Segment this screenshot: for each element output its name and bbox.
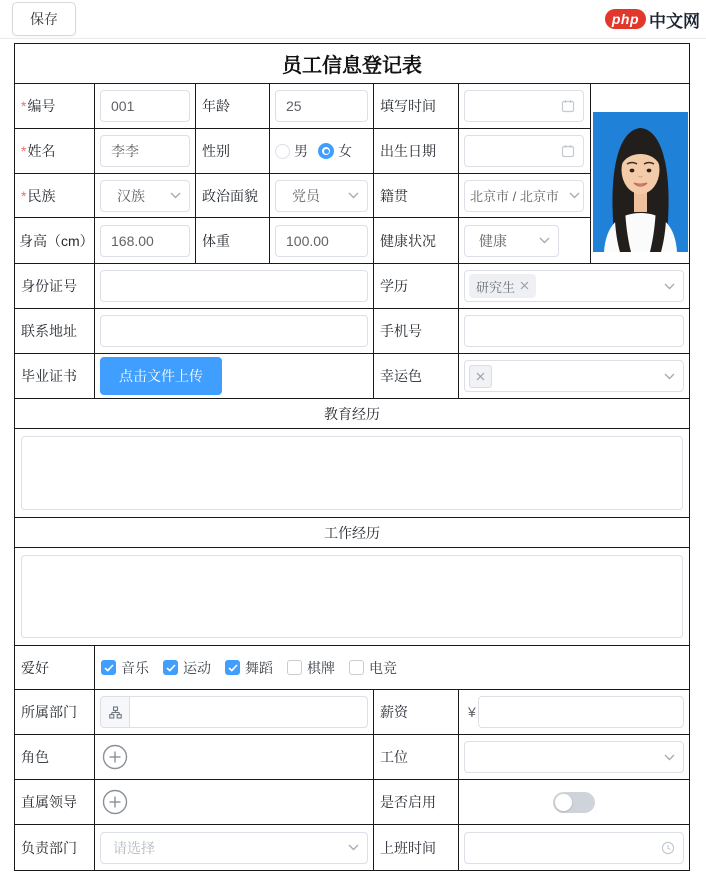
tag-close-icon[interactable] [520, 279, 529, 293]
hobby-esports-checkbox[interactable]: 电竞 [349, 658, 397, 678]
birth-date-picker[interactable] [464, 135, 584, 167]
education-level-tag: 研究生 [469, 274, 536, 298]
label-birth-date: 出生日期 [374, 129, 459, 173]
label-direct-leader: 直属领导 [15, 780, 95, 824]
salary-input[interactable] [478, 696, 684, 728]
label-ethnicity: * 民族 [15, 174, 95, 217]
label-political-status: 政治面貌 [196, 174, 270, 217]
toggle-knob [555, 794, 572, 811]
php-cn-logo [605, 7, 700, 32]
label-id-card: 身份证号 [15, 264, 95, 308]
label-lucky-color: 幸运色 [374, 354, 459, 398]
height-input[interactable] [100, 225, 190, 257]
clock-icon [661, 841, 675, 855]
label-height: 身高（cm） [15, 218, 95, 263]
weight-input[interactable] [275, 225, 368, 257]
file-upload-button[interactable]: 点击文件上传 [100, 357, 222, 395]
save-button[interactable]: 保存 [12, 2, 76, 36]
chevron-down-icon [664, 373, 675, 380]
managed-department-input[interactable] [109, 834, 342, 862]
political-status-select[interactable]: 党员 [275, 180, 368, 212]
label-address: 联系地址 [15, 309, 95, 353]
phone-input[interactable] [464, 315, 684, 347]
label-name: * 姓名 [15, 129, 95, 173]
add-leader-button[interactable] [102, 789, 128, 815]
chevron-down-icon [664, 754, 675, 761]
employee-id-input[interactable] [100, 90, 190, 122]
empty-tag [469, 365, 492, 388]
chevron-down-icon [348, 844, 359, 851]
label-enabled: 是否启用 [374, 780, 459, 824]
enabled-toggle[interactable] [553, 792, 595, 813]
plus-circle-icon [102, 789, 128, 815]
health-select[interactable]: 健康 [464, 225, 559, 257]
label-phone: 手机号 [374, 309, 459, 353]
label-diploma: 毕业证书 [15, 354, 95, 398]
chevron-down-icon [348, 192, 359, 199]
gender-male-label: 男 [294, 143, 308, 159]
label-native-place: 籍贯 [374, 174, 459, 217]
label-health: 健康状况 [374, 218, 459, 263]
php-logo-badge: php [605, 9, 646, 29]
education-level-multiselect[interactable] [464, 270, 684, 302]
managed-department-select[interactable] [100, 832, 368, 864]
employee-photo-image [593, 112, 688, 252]
plus-circle-icon [102, 744, 128, 770]
label-hobbies: 爱好 [15, 646, 95, 689]
currency-symbol: ¥ [468, 704, 476, 720]
age-input[interactable] [275, 90, 368, 122]
label-gender: 性别 [196, 129, 270, 173]
hobby-sports-checkbox[interactable]: 运动 [163, 658, 211, 678]
employee-form-table [14, 43, 690, 871]
lucky-color-multiselect[interactable] [464, 360, 684, 392]
chevron-down-icon [170, 192, 181, 199]
chevron-down-icon [664, 283, 675, 290]
hobbies-checkbox-group [95, 646, 689, 689]
gender-female-label: 女 [338, 143, 352, 159]
chevron-down-icon [539, 237, 550, 244]
label-employee-id: * 编号 [15, 84, 95, 128]
work-experience-textarea[interactable] [21, 555, 683, 638]
label-workstation: 工位 [374, 735, 459, 779]
form-title: 员工信息登记表 [282, 55, 422, 77]
id-card-input[interactable] [100, 270, 368, 302]
fill-time-date-picker[interactable] [464, 90, 584, 122]
label-department: 所属部门 [15, 690, 95, 734]
id-photo [591, 84, 689, 263]
label-fill-time: 填写时间 [374, 84, 459, 128]
native-place-cascader[interactable]: 北京市 / 北京市 [464, 180, 584, 212]
hobby-chess-checkbox[interactable]: 棋牌 [287, 658, 335, 678]
ethnicity-select[interactable]: 汉族 [100, 180, 190, 212]
logo-text: 中文网 [649, 11, 700, 31]
tag-close-icon[interactable] [476, 368, 485, 384]
workstation-select[interactable] [464, 741, 684, 773]
education-section-title: 教育经历 [324, 405, 380, 422]
gender-female-radio[interactable] [318, 143, 334, 159]
education-experience-textarea[interactable] [21, 436, 683, 510]
address-input[interactable] [100, 315, 368, 347]
label-salary: 薪资 [374, 690, 459, 734]
org-tree-icon [101, 697, 130, 727]
calendar-icon [561, 99, 575, 113]
label-age: 年龄 [196, 84, 270, 128]
gender-male-radio[interactable] [275, 144, 290, 159]
top-bar [0, 0, 706, 39]
label-education-level: 学历 [374, 264, 459, 308]
label-weight: 体重 [196, 218, 270, 263]
hobby-dance-checkbox[interactable]: 舞蹈 [225, 658, 273, 678]
work-section-title: 工作经历 [324, 524, 380, 541]
work-time-picker[interactable] [464, 832, 684, 864]
label-role: 角色 [15, 735, 95, 779]
department-tree-select[interactable] [100, 696, 368, 728]
chevron-down-icon [569, 192, 580, 199]
name-input[interactable] [100, 135, 190, 167]
label-work-time: 上班时间 [374, 825, 459, 870]
calendar-icon [561, 144, 575, 158]
add-role-button[interactable] [102, 744, 128, 770]
gender-radio-group [270, 129, 374, 173]
label-managed-department: 负责部门 [15, 825, 95, 870]
hobby-music-checkbox[interactable]: 音乐 [101, 658, 149, 678]
